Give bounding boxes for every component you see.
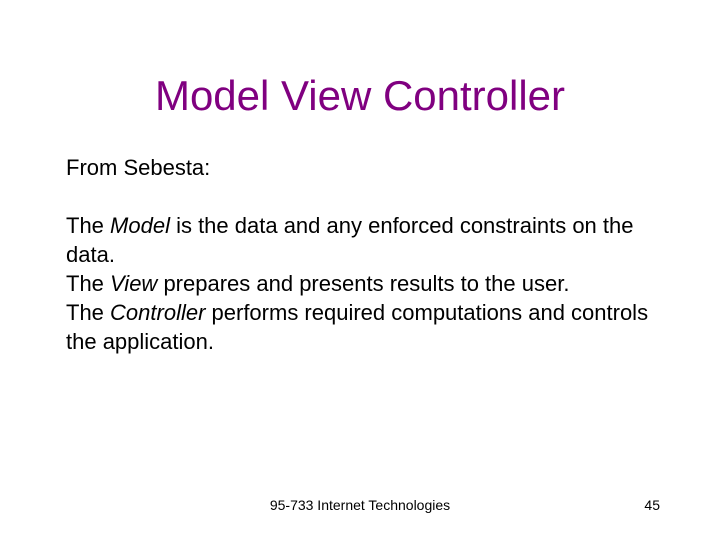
view-line bbox=[66, 269, 666, 298]
view-line-pre: The bbox=[66, 271, 111, 296]
slide-footer: 95-733 Internet Technologies bbox=[269, 497, 451, 513]
view-line-post: prepares and presents results to the user. bbox=[157, 271, 570, 296]
spacer bbox=[66, 182, 666, 211]
controller-line bbox=[66, 298, 666, 356]
page-number: 45 bbox=[644, 497, 660, 513]
model-line-post: is the data and any enforced constraints on the data. bbox=[66, 213, 634, 267]
view-term: View bbox=[110, 271, 158, 296]
controller-line-post: performs required computations and controls the application. bbox=[66, 300, 649, 354]
model-line-pre: The bbox=[66, 213, 111, 238]
slide-title: Model View Controller bbox=[154, 72, 566, 119]
intro-text: From Sebesta: bbox=[66, 155, 211, 180]
model-term: Model bbox=[110, 213, 170, 238]
slide-body bbox=[66, 153, 666, 356]
model-line bbox=[66, 211, 666, 269]
controller-term: Controller bbox=[110, 300, 206, 325]
controller-line-pre: The bbox=[66, 300, 111, 325]
